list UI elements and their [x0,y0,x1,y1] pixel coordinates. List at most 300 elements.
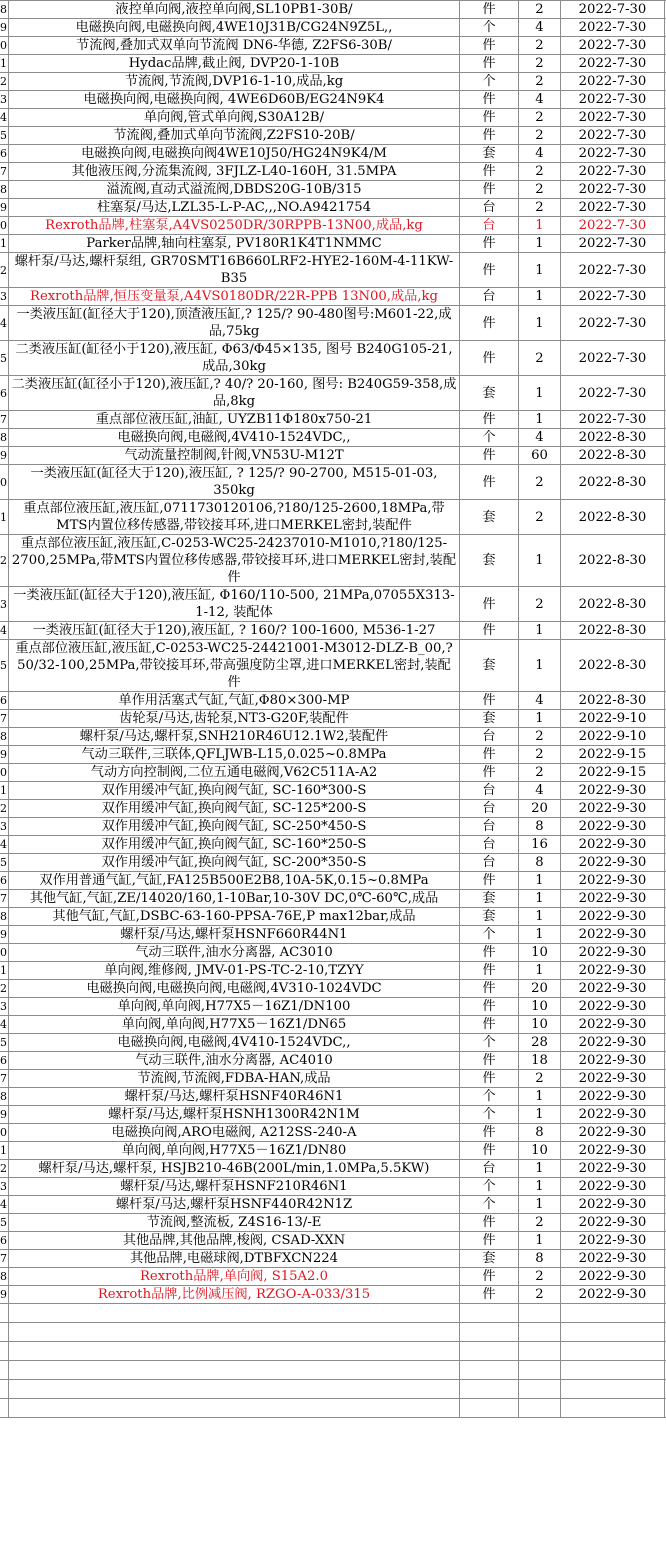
quantity-cell[interactable]: 4 [519,145,561,163]
date-cell[interactable]: 2022-7-30 [561,306,665,341]
table-row[interactable] [0,1124,666,1142]
quantity-cell[interactable]: 1 [519,1196,561,1214]
date-cell[interactable]: 2022-9-30 [561,1142,665,1160]
date-cell[interactable]: 2022-9-30 [561,926,665,944]
unit-cell[interactable]: 套 [460,535,519,587]
item-name-cell[interactable]: 单向阀,单向阀,H77X5－16Z1/DN80 [9,1142,460,1160]
date-cell[interactable]: 2022-9-30 [561,908,665,926]
date-cell[interactable]: 2022-9-30 [561,1124,665,1142]
row-number[interactable]: 4 [0,1016,9,1034]
item-name-cell[interactable]: 一类液压缸(缸径大于120),顶渣液压缸,? 125/? 90-480图号:M601-22,成品,75kg [9,306,460,341]
item-name-cell[interactable]: 螺杆泵/马达,螺杆泵HSNF440R42N1Z [9,1196,460,1214]
unit-cell[interactable]: 件 [460,1124,519,1142]
item-name-cell[interactable]: 单向阀,单向阀,H77X5－16Z1/DN100 [9,998,460,1016]
table-row[interactable] [0,145,666,163]
date-cell[interactable]: 2022-9-30 [561,1160,665,1178]
table-row[interactable] [0,376,666,411]
row-number[interactable]: 8 [0,908,9,926]
table-row[interactable] [0,199,666,217]
quantity-cell[interactable]: 1 [519,926,561,944]
empty-cell[interactable] [519,1304,561,1323]
empty-row[interactable] [0,1399,666,1418]
row-number[interactable]: 4 [0,306,9,341]
table-row[interactable] [0,692,666,710]
row-number[interactable]: 1 [0,55,9,73]
table-row[interactable] [0,622,666,640]
table-row[interactable] [0,710,666,728]
table-row[interactable] [0,944,666,962]
date-cell[interactable]: 2022-7-30 [561,163,665,181]
row-number[interactable]: 9 [0,926,9,944]
date-cell[interactable]: 2022-7-30 [561,217,665,235]
empty-cell[interactable] [9,1342,460,1361]
date-cell[interactable]: 2022-8-30 [561,622,665,640]
item-name-cell[interactable]: 电磁换向阀,电磁阀,4V410-1524VDC,, [9,429,460,447]
table-row[interactable] [0,980,666,998]
unit-cell[interactable]: 台 [460,1160,519,1178]
item-name-cell[interactable]: 双作用缓冲气缸,换向阀气缸, SC-160*300-S [9,782,460,800]
row-number[interactable]: 8 [0,1268,9,1286]
date-cell[interactable]: 2022-7-30 [561,288,665,306]
table-row[interactable] [0,1070,666,1088]
date-cell[interactable]: 2022-7-30 [561,341,665,376]
quantity-cell[interactable]: 1 [519,962,561,980]
unit-cell[interactable]: 件 [460,235,519,253]
item-name-cell[interactable]: Parker品牌,轴向柱塞泵, PV180R1K4T1NMMC [9,235,460,253]
row-number[interactable]: 4 [0,1196,9,1214]
date-cell[interactable]: 2022-9-30 [561,782,665,800]
item-name-cell[interactable]: 单向阀,维修阀, JMV-01-PS-TC-2-10,TZYY [9,962,460,980]
empty-cell[interactable] [519,1342,561,1361]
table-row[interactable] [0,1016,666,1034]
empty-cell[interactable] [460,1380,519,1399]
table-row[interactable] [0,998,666,1016]
item-name-cell[interactable]: 液控单向阀,液控单向阀,SL10PB1-30B/ [9,1,460,19]
empty-row[interactable] [0,1323,666,1342]
empty-cell[interactable] [460,1361,519,1380]
row-number[interactable]: 3 [0,998,9,1016]
unit-cell[interactable]: 件 [460,37,519,55]
date-cell[interactable]: 2022-9-30 [561,854,665,872]
date-cell[interactable]: 2022-9-30 [561,1268,665,1286]
item-name-cell[interactable]: 双作用缓冲气缸,换向阀气缸, SC-200*350-S [9,854,460,872]
row-number[interactable]: 0 [0,217,9,235]
unit-cell[interactable]: 件 [460,587,519,622]
unit-cell[interactable]: 件 [460,746,519,764]
item-name-cell[interactable]: 电磁换向阀,电磁阀,4V410-1524VDC,, [9,1034,460,1052]
row-number[interactable]: 0 [0,37,9,55]
row-number[interactable]: 0 [0,465,9,500]
item-name-cell[interactable]: 气动三联件,三联体,QFLJWB-L15,0.025~0.8MPa [9,746,460,764]
date-cell[interactable]: 2022-9-30 [561,1250,665,1268]
table-row[interactable] [0,91,666,109]
empty-row[interactable] [0,1342,666,1361]
empty-cell[interactable] [0,1361,9,1380]
item-name-cell[interactable]: 重点部位液压缸,液压缸,C-0253-WC25-24421001-M3012-DLZ-B_00,?50/32-100,25MPa,带铰接耳环,带高强度防尘罩,进口MERKEL密封,装配件 [9,640,460,692]
table-row[interactable] [0,764,666,782]
item-name-cell[interactable]: 节流阀,整流板, Z4S16-13/-E [9,1214,460,1232]
quantity-cell[interactable]: 1 [519,217,561,235]
item-name-cell[interactable]: 双作用普通气缸,气缸,FA125B500E2B8,10A-5K,0.15~0.8MPa [9,872,460,890]
empty-cell[interactable] [460,1399,519,1418]
item-name-cell[interactable]: 电磁换向阀,ARO电磁阀, A212SS-240-A [9,1124,460,1142]
unit-cell[interactable]: 件 [460,163,519,181]
quantity-cell[interactable]: 1 [519,872,561,890]
unit-cell[interactable]: 台 [460,782,519,800]
row-number[interactable]: 0 [0,944,9,962]
quantity-cell[interactable]: 2 [519,1070,561,1088]
date-cell[interactable]: 2022-9-30 [561,1178,665,1196]
row-number[interactable]: 0 [0,1124,9,1142]
item-name-cell[interactable]: 节流阀,节流阀,FDBA-HAN,成品 [9,1070,460,1088]
row-number[interactable]: 1 [0,235,9,253]
quantity-cell[interactable]: 4 [519,692,561,710]
row-number[interactable]: 8 [0,1,9,19]
date-cell[interactable]: 2022-9-15 [561,746,665,764]
table-row[interactable] [0,1034,666,1052]
row-number[interactable]: 6 [0,1232,9,1250]
row-number[interactable]: 8 [0,429,9,447]
table-row[interactable] [0,109,666,127]
row-number[interactable]: 5 [0,1214,9,1232]
item-name-cell[interactable]: Rexroth品牌,比例减压阀, RZGO-A-033/315 [9,1286,460,1304]
quantity-cell[interactable]: 2 [519,500,561,535]
table-row[interactable] [0,1106,666,1124]
table-row[interactable] [0,1232,666,1250]
empty-row[interactable] [0,1304,666,1323]
date-cell[interactable]: 2022-7-30 [561,91,665,109]
date-cell[interactable]: 2022-9-30 [561,1016,665,1034]
quantity-cell[interactable]: 2 [519,746,561,764]
table-row[interactable] [0,1196,666,1214]
table-row[interactable] [0,854,666,872]
quantity-cell[interactable]: 4 [519,429,561,447]
date-cell[interactable]: 2022-9-30 [561,944,665,962]
unit-cell[interactable]: 台 [460,217,519,235]
date-cell[interactable]: 2022-8-30 [561,447,665,465]
quantity-cell[interactable]: 8 [519,1124,561,1142]
row-number[interactable]: 9 [0,199,9,217]
item-name-cell[interactable]: Rexroth品牌,恒压变量泵,A4VS0180DR/22R-PPB 13N00,成品,kg [9,288,460,306]
quantity-cell[interactable]: 2 [519,1268,561,1286]
unit-cell[interactable]: 件 [460,1,519,19]
table-row[interactable] [0,1250,666,1268]
date-cell[interactable]: 2022-8-30 [561,465,665,500]
quantity-cell[interactable]: 1 [519,710,561,728]
item-name-cell[interactable]: 单作用活塞式气缸,气缸,Φ80×300-MP [9,692,460,710]
row-number[interactable]: 5 [0,640,9,692]
table-row[interactable] [0,890,666,908]
quantity-cell[interactable]: 28 [519,1034,561,1052]
unit-cell[interactable]: 个 [460,1178,519,1196]
item-name-cell[interactable]: 单向阀,单向阀,H77X5－16Z1/DN65 [9,1016,460,1034]
date-cell[interactable]: 2022-9-30 [561,800,665,818]
quantity-cell[interactable]: 4 [519,782,561,800]
quantity-cell[interactable]: 1 [519,1178,561,1196]
unit-cell[interactable]: 件 [460,1052,519,1070]
quantity-cell[interactable]: 2 [519,465,561,500]
row-number[interactable]: 1 [0,500,9,535]
quantity-cell[interactable]: 2 [519,764,561,782]
quantity-cell[interactable]: 2 [519,341,561,376]
quantity-cell[interactable]: 10 [519,1142,561,1160]
row-number[interactable]: 7 [0,1250,9,1268]
row-number[interactable]: 3 [0,91,9,109]
quantity-cell[interactable]: 1 [519,908,561,926]
unit-cell[interactable]: 件 [460,1016,519,1034]
empty-cell[interactable] [0,1399,9,1418]
empty-cell[interactable] [0,1380,9,1399]
table-row[interactable] [0,640,666,692]
unit-cell[interactable]: 个 [460,429,519,447]
date-cell[interactable]: 2022-9-30 [561,998,665,1016]
item-name-cell[interactable]: 气动三联件,油水分离器, AC3010 [9,944,460,962]
table-row[interactable] [0,1052,666,1070]
date-cell[interactable]: 2022-8-30 [561,535,665,587]
date-cell[interactable]: 2022-7-30 [561,19,665,37]
quantity-cell[interactable]: 1 [519,622,561,640]
empty-cell[interactable] [460,1304,519,1323]
item-name-cell[interactable]: 螺杆泵/马达,螺杆泵组, GR70SMT16B660LRF2-HYE2-160M-4-11KW-B35 [9,253,460,288]
unit-cell[interactable]: 套 [460,710,519,728]
quantity-cell[interactable]: 2 [519,1286,561,1304]
item-name-cell[interactable]: 螺杆泵/马达,螺杆泵HSNH1300R42N1M [9,1106,460,1124]
table-row[interactable] [0,1268,666,1286]
item-name-cell[interactable]: 其他液压阀,分流集流阀, 3FJLZ-L40-160H, 31.5MPA [9,163,460,181]
table-row[interactable] [0,728,666,746]
date-cell[interactable]: 2022-7-30 [561,109,665,127]
empty-cell[interactable] [9,1380,460,1399]
table-row[interactable] [0,288,666,306]
table-row[interactable] [0,1,666,19]
row-number[interactable]: 9 [0,447,9,465]
empty-cell[interactable] [9,1399,460,1418]
unit-cell[interactable]: 件 [460,764,519,782]
unit-cell[interactable]: 件 [460,1142,519,1160]
date-cell[interactable]: 2022-9-30 [561,890,665,908]
row-number[interactable]: 9 [0,746,9,764]
unit-cell[interactable]: 台 [460,288,519,306]
date-cell[interactable]: 2022-8-30 [561,692,665,710]
row-number[interactable]: 4 [0,622,9,640]
row-number[interactable]: 1 [0,1142,9,1160]
row-number[interactable]: 9 [0,1106,9,1124]
quantity-cell[interactable]: 16 [519,836,561,854]
empty-cell[interactable] [561,1342,665,1361]
quantity-cell[interactable]: 1 [519,1088,561,1106]
row-number[interactable]: 6 [0,872,9,890]
unit-cell[interactable]: 台 [460,800,519,818]
quantity-cell[interactable]: 1 [519,890,561,908]
table-row[interactable] [0,836,666,854]
unit-cell[interactable]: 台 [460,818,519,836]
date-cell[interactable]: 2022-7-30 [561,127,665,145]
item-name-cell[interactable]: 节流阀,节流阀,DVP16-1-10,成品,kg [9,73,460,91]
date-cell[interactable]: 2022-9-30 [561,1214,665,1232]
item-name-cell[interactable]: 电磁换向阀,电磁换向阀4WE10J50/HG24N9K4/M [9,145,460,163]
empty-cell[interactable] [519,1361,561,1380]
row-number[interactable]: 4 [0,109,9,127]
date-cell[interactable]: 2022-9-30 [561,1196,665,1214]
row-number[interactable]: 7 [0,890,9,908]
row-number[interactable]: 7 [0,1070,9,1088]
item-name-cell[interactable]: 二类液压缸(缸径小于120),液压缸,? 40/? 20-160, 图号: B240G59-358,成品,8kg [9,376,460,411]
quantity-cell[interactable]: 2 [519,587,561,622]
row-number[interactable]: 2 [0,73,9,91]
date-cell[interactable]: 2022-9-30 [561,818,665,836]
row-number[interactable]: 5 [0,341,9,376]
unit-cell[interactable]: 件 [460,998,519,1016]
quantity-cell[interactable]: 1 [519,306,561,341]
table-row[interactable] [0,1286,666,1304]
row-number[interactable]: 2 [0,253,9,288]
date-cell[interactable]: 2022-8-30 [561,429,665,447]
row-number[interactable]: 6 [0,376,9,411]
date-cell[interactable]: 2022-7-30 [561,55,665,73]
table-row[interactable] [0,782,666,800]
item-name-cell[interactable]: 重点部位液压缸,油缸, UYZB11Φ180x750-21 [9,411,460,429]
empty-cell[interactable] [460,1342,519,1361]
date-cell[interactable]: 2022-9-10 [561,710,665,728]
table-row[interactable] [0,447,666,465]
item-name-cell[interactable]: 螺杆泵/马达,螺杆泵HSNF660R44N1 [9,926,460,944]
item-name-cell[interactable]: 螺杆泵/马达,螺杆泵HSNF40R46N1 [9,1088,460,1106]
row-number[interactable]: 0 [0,764,9,782]
unit-cell[interactable]: 件 [460,253,519,288]
table-row[interactable] [0,465,666,500]
quantity-cell[interactable]: 10 [519,998,561,1016]
empty-cell[interactable] [561,1361,665,1380]
quantity-cell[interactable]: 18 [519,1052,561,1070]
empty-cell[interactable] [9,1304,460,1323]
unit-cell[interactable]: 套 [460,500,519,535]
item-name-cell[interactable]: 螺杆泵/马达,螺杆泵HSNF210R46N1 [9,1178,460,1196]
quantity-cell[interactable]: 2 [519,728,561,746]
unit-cell[interactable]: 件 [460,306,519,341]
item-name-cell[interactable]: 电磁换向阀,电磁换向阀, 4WE6D60B/EG24N9K4 [9,91,460,109]
unit-cell[interactable]: 件 [460,91,519,109]
item-name-cell[interactable]: 单向阀,管式单向阀,S30A12B/ [9,109,460,127]
item-name-cell[interactable]: 节流阀,叠加式单向节流阀,Z2FS10-20B/ [9,127,460,145]
unit-cell[interactable]: 台 [460,836,519,854]
date-cell[interactable]: 2022-7-30 [561,145,665,163]
date-cell[interactable]: 2022-8-30 [561,587,665,622]
row-number[interactable]: 3 [0,587,9,622]
quantity-cell[interactable]: 2 [519,109,561,127]
item-name-cell[interactable]: 柱塞泵/马达,LZL35-L-P-AC,,,NO.A9421754 [9,199,460,217]
date-cell[interactable]: 2022-9-30 [561,1286,665,1304]
table-row[interactable] [0,217,666,235]
date-cell[interactable]: 2022-9-30 [561,1052,665,1070]
date-cell[interactable]: 2022-7-30 [561,1,665,19]
date-cell[interactable]: 2022-9-30 [561,1088,665,1106]
quantity-cell[interactable]: 4 [519,91,561,109]
item-name-cell[interactable]: 其他品牌,其他品牌,梭阀, CSAD-XXN [9,1232,460,1250]
item-name-cell[interactable]: 二类液压缸(缸径小于120),液压缸, Φ63/Φ45×135, 图号 B240G105-21,成品,30kg [9,341,460,376]
unit-cell[interactable]: 个 [460,19,519,37]
date-cell[interactable]: 2022-7-30 [561,37,665,55]
row-number[interactable]: 6 [0,1052,9,1070]
row-number[interactable]: 8 [0,1088,9,1106]
quantity-cell[interactable]: 2 [519,127,561,145]
empty-cell[interactable] [519,1399,561,1418]
unit-cell[interactable]: 件 [460,1286,519,1304]
item-name-cell[interactable]: 齿轮泵/马达,齿轮泵,NT3-G20F,装配件 [9,710,460,728]
item-name-cell[interactable]: 节流阀,叠加式双单向节流阀 DN6-华德, Z2FS6-30B/ [9,37,460,55]
empty-cell[interactable] [9,1361,460,1380]
empty-cell[interactable] [0,1323,9,1342]
quantity-cell[interactable]: 2 [519,55,561,73]
item-name-cell[interactable]: 其他气缸,气缸,ZE/14020/160,1-10Bar,10-30V DC,0℃-60℃,成品 [9,890,460,908]
date-cell[interactable]: 2022-8-30 [561,640,665,692]
quantity-cell[interactable]: 1 [519,288,561,306]
row-number[interactable]: 5 [0,854,9,872]
table-row[interactable] [0,962,666,980]
unit-cell[interactable]: 台 [460,199,519,217]
table-row[interactable] [0,872,666,890]
row-number[interactable]: 2 [0,535,9,587]
unit-cell[interactable]: 套 [460,890,519,908]
unit-cell[interactable]: 件 [460,109,519,127]
row-number[interactable]: 2 [0,1160,9,1178]
empty-row[interactable] [0,1380,666,1399]
row-number[interactable]: 5 [0,1034,9,1052]
item-name-cell[interactable]: 其他品牌,电磁球阀,DTBFXCN224 [9,1250,460,1268]
table-row[interactable] [0,306,666,341]
quantity-cell[interactable]: 2 [519,1,561,19]
unit-cell[interactable]: 件 [460,411,519,429]
unit-cell[interactable]: 件 [460,55,519,73]
unit-cell[interactable]: 个 [460,73,519,91]
unit-cell[interactable]: 个 [460,1034,519,1052]
table-row[interactable] [0,1160,666,1178]
unit-cell[interactable]: 件 [460,465,519,500]
quantity-cell[interactable]: 8 [519,818,561,836]
empty-cell[interactable] [561,1380,665,1399]
row-number[interactable]: 5 [0,127,9,145]
item-name-cell[interactable]: 螺杆泵/马达,螺杆泵,SNH210R46U12.1W2,装配件 [9,728,460,746]
unit-cell[interactable]: 件 [460,181,519,199]
table-row[interactable] [0,235,666,253]
empty-row[interactable] [0,1361,666,1380]
row-number[interactable]: 2 [0,980,9,998]
empty-cell[interactable] [561,1304,665,1323]
row-number[interactable]: 1 [0,962,9,980]
item-name-cell[interactable]: 一类液压缸(缸径大于120),液压缸, ? 125/? 90-2700, M515-01-03, 350kg [9,465,460,500]
item-name-cell[interactable]: 螺杆泵/马达,螺杆泵, HSJB210-46B(200L/min,1.0MPa,5.5KW) [9,1160,460,1178]
row-number[interactable]: 4 [0,836,9,854]
item-name-cell[interactable]: 双作用缓冲气缸,换向阀气缸, SC-250*450-S [9,818,460,836]
row-number[interactable]: 8 [0,728,9,746]
table-row[interactable] [0,535,666,587]
table-row[interactable] [0,746,666,764]
unit-cell[interactable]: 个 [460,1106,519,1124]
item-name-cell[interactable]: 双作用缓冲气缸,换向阀气缸, SC-125*200-S [9,800,460,818]
table-row[interactable] [0,1214,666,1232]
item-name-cell[interactable]: 溢流阀,直动式溢流阀,DBDS20G-10B/315 [9,181,460,199]
item-name-cell[interactable]: 其他气缸,气缸,DSBC-63-160-PPSA-76E,P max12bar,成品 [9,908,460,926]
date-cell[interactable]: 2022-9-30 [561,872,665,890]
date-cell[interactable]: 2022-9-10 [561,728,665,746]
unit-cell[interactable]: 件 [460,1232,519,1250]
table-row[interactable] [0,1178,666,1196]
date-cell[interactable]: 2022-7-30 [561,376,665,411]
item-name-cell[interactable]: 电磁换向阀,电磁换向阀,4WE10J31B/CG24N9Z5L,, [9,19,460,37]
table-row[interactable] [0,181,666,199]
date-cell[interactable]: 2022-9-30 [561,1232,665,1250]
unit-cell[interactable]: 件 [460,962,519,980]
empty-cell[interactable] [0,1304,9,1323]
